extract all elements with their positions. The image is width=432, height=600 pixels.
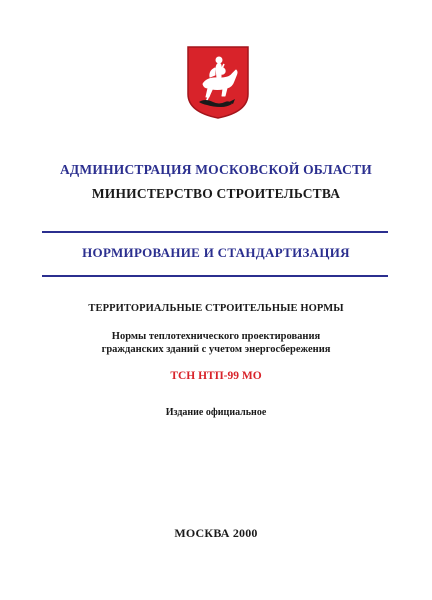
document-category: ТЕРРИТОРИАЛЬНЫЕ СТРОИТЕЛЬНЫЕ НОРМЫ <box>88 303 344 314</box>
city-year: МОСКВА 2000 <box>174 526 258 540</box>
section-title: НОРМИРОВАНИЕ И СТАНДАРТИЗАЦИЯ <box>82 245 350 260</box>
moscow-coat-of-arms-icon <box>185 44 251 120</box>
divider-bottom <box>42 275 388 277</box>
edition-label: Издание официальное <box>165 407 267 418</box>
document-code: ТСН НТП-99 МО <box>170 370 262 382</box>
document-title-line2: гражданских зданий с учетом энергосбережения <box>101 344 331 355</box>
ministry-heading: МИНИСТЕРСТВО СТРОИТЕЛЬСТВА <box>91 186 341 201</box>
divider-top <box>42 231 388 233</box>
document-title-line1: Нормы теплотехнического проектирования <box>111 331 321 342</box>
administration-heading: АДМИНИСТРАЦИЯ МОСКОВСКОЙ ОБЛАСТИ <box>59 162 372 177</box>
